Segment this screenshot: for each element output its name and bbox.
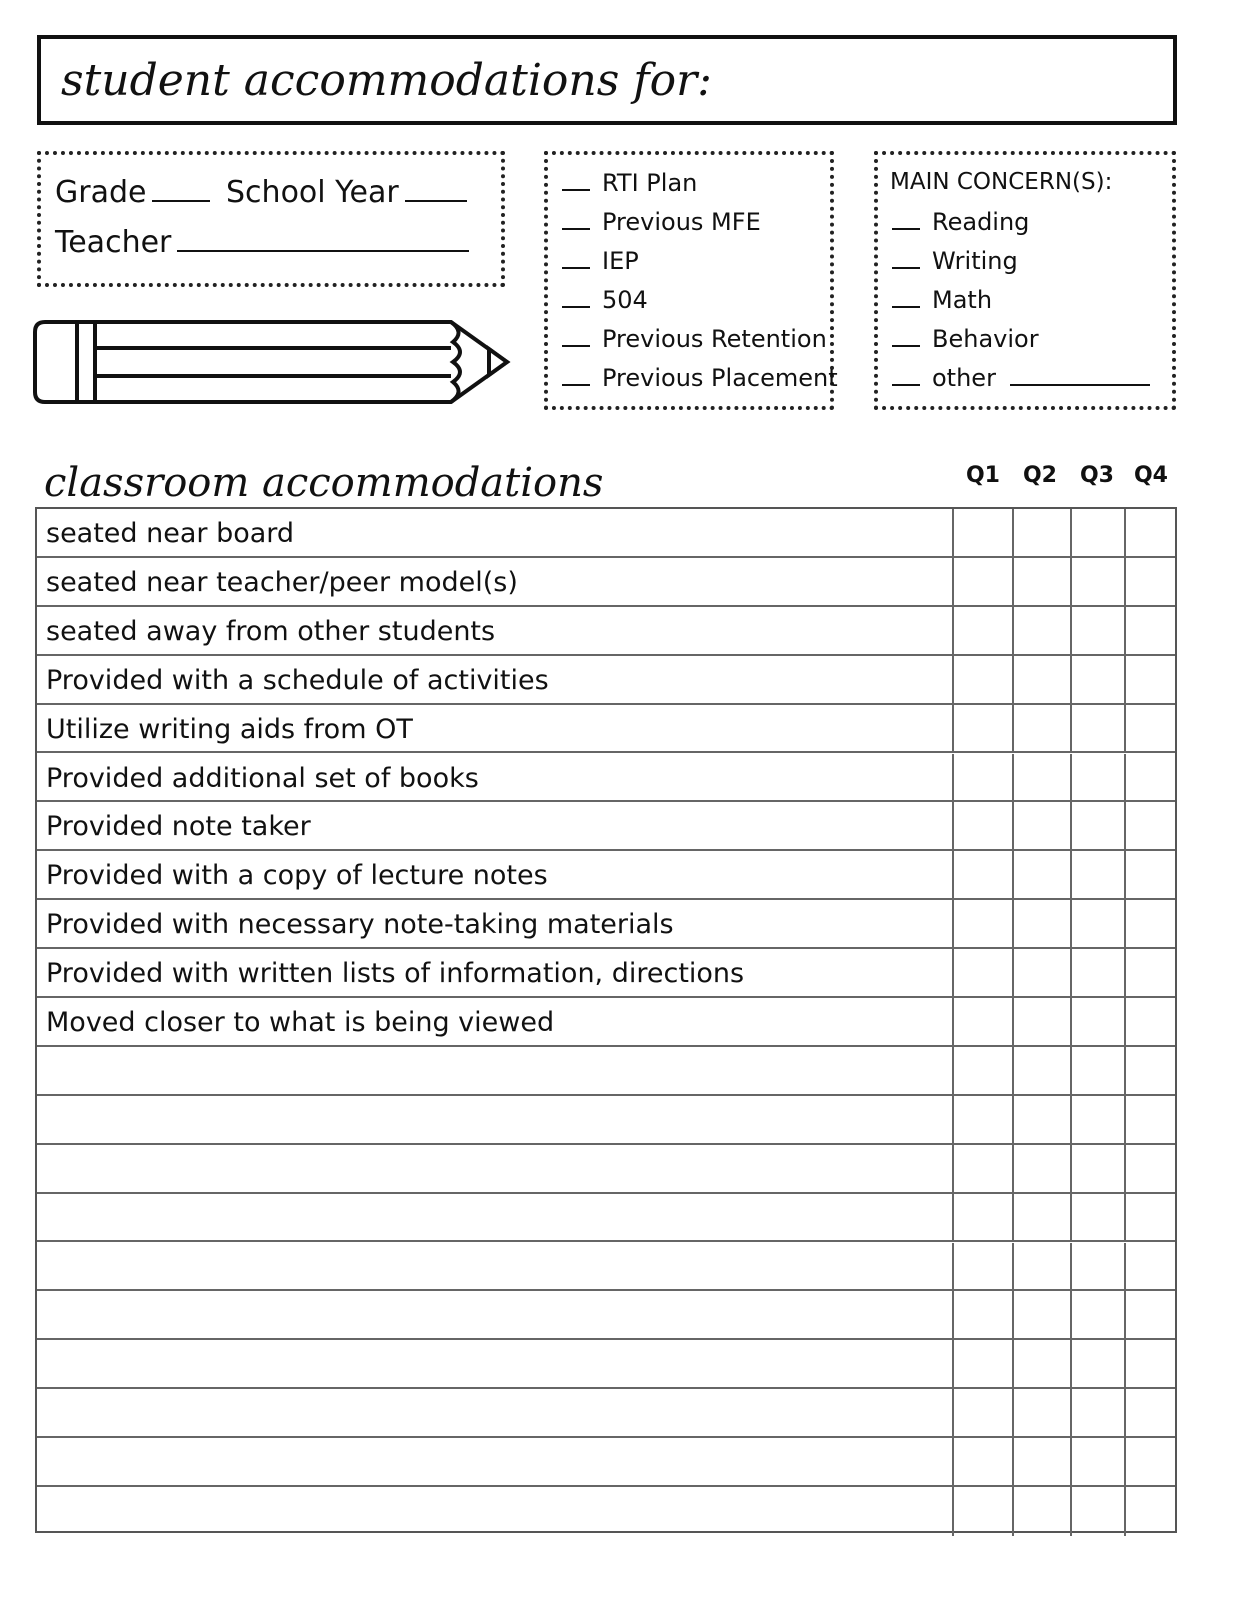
quarter-cell-q1[interactable] — [952, 1389, 1012, 1436]
accommodation-label: Provided note taker — [46, 811, 311, 843]
quarter-cell-q3[interactable] — [1070, 1389, 1124, 1436]
quarter-cell-q4[interactable] — [1124, 1340, 1175, 1387]
quarter-cell-q3[interactable] — [1070, 949, 1124, 996]
concern-label: Writing — [932, 247, 1018, 275]
quarter-cell-q4[interactable] — [1124, 949, 1175, 996]
checklist-item[interactable] — [562, 364, 838, 392]
quarter-cell-q1[interactable] — [952, 1145, 1012, 1192]
quarter-cell-q2[interactable] — [1012, 1194, 1070, 1241]
quarter-cell-q1[interactable] — [952, 1243, 1012, 1290]
quarter-cell-q4[interactable] — [1124, 705, 1175, 752]
teacher-field[interactable] — [177, 250, 469, 252]
quarter-header-q1: Q1 — [965, 463, 1000, 488]
quarter-header-q4: Q4 — [1133, 463, 1168, 488]
quarter-header-q2: Q2 — [1022, 463, 1057, 488]
quarter-cell-q3[interactable] — [1070, 509, 1124, 556]
quarter-cell-q3[interactable] — [1070, 1145, 1124, 1192]
quarter-cell-q3[interactable] — [1070, 998, 1124, 1045]
check-blank[interactable] — [892, 345, 920, 347]
quarter-cell-q3[interactable] — [1070, 1194, 1124, 1241]
quarter-cell-q1[interactable] — [952, 1340, 1012, 1387]
quarter-cell-q2[interactable] — [1012, 900, 1070, 947]
quarter-cell-q1[interactable] — [952, 754, 1012, 801]
table-row — [37, 900, 1175, 949]
concern-item[interactable] — [892, 247, 1018, 275]
check-blank[interactable] — [892, 306, 920, 308]
grade-field[interactable] — [152, 200, 210, 202]
quarter-cell-q2[interactable] — [1012, 998, 1070, 1045]
quarter-cell-q1[interactable] — [952, 607, 1012, 654]
checklist-label: Previous MFE — [602, 208, 761, 236]
table-row — [37, 949, 1175, 998]
quarter-cell-q1[interactable] — [952, 705, 1012, 752]
quarter-cell-q4[interactable] — [1124, 802, 1175, 849]
checklist-item[interactable] — [562, 247, 639, 275]
concern-item[interactable] — [892, 364, 1156, 392]
grade-label: Grade — [55, 175, 147, 210]
table-row — [37, 998, 1175, 1047]
quarter-cell-q1[interactable] — [952, 949, 1012, 996]
accommodation-label: Provided additional set of books — [46, 762, 479, 794]
quarter-cell-q4[interactable] — [1124, 998, 1175, 1045]
table-row — [37, 1340, 1175, 1389]
accommodation-label: Utilize writing aids from OT — [46, 713, 413, 745]
check-blank[interactable] — [562, 228, 590, 230]
quarter-cell-q4[interactable] — [1124, 1194, 1175, 1241]
quarter-header-q3: Q3 — [1079, 463, 1114, 488]
accommodation-label: Provided with written lists of information, directions — [46, 958, 745, 990]
table-row — [37, 802, 1175, 851]
accommodation-label: seated away from other students — [46, 615, 496, 647]
concern-label: Reading — [932, 208, 1030, 236]
quarter-cell-q2[interactable] — [1012, 607, 1070, 654]
grade-line — [55, 175, 473, 210]
accommodation-label: seated near board — [46, 518, 295, 549]
quarter-cell-q2[interactable] — [1012, 754, 1070, 801]
check-blank[interactable] — [892, 267, 920, 269]
quarter-cell-q1[interactable] — [952, 998, 1012, 1045]
concerns-heading: MAIN CONCERN(S): — [890, 169, 1113, 195]
quarter-cell-q2[interactable] — [1012, 1243, 1070, 1290]
quarter-cell-q1[interactable] — [952, 558, 1012, 605]
quarter-cell-q1[interactable] — [952, 509, 1012, 556]
table-row — [37, 754, 1175, 803]
accommodation-label: Provided with a schedule of activities — [46, 664, 549, 696]
quarter-cell-q3[interactable] — [1070, 656, 1124, 703]
table-row — [37, 1145, 1175, 1194]
table-row — [37, 1291, 1175, 1340]
quarter-cell-q3[interactable] — [1070, 558, 1124, 605]
quarter-cell-q4[interactable] — [1124, 656, 1175, 703]
checklist-item[interactable] — [562, 325, 827, 353]
table-row — [37, 1047, 1175, 1096]
accommodation-label: Provided with necessary note-taking materials — [46, 909, 674, 941]
checklist-label: Previous Retention — [602, 325, 827, 353]
plan-checklist-box — [544, 151, 838, 410]
check-blank[interactable] — [562, 267, 590, 269]
quarter-cell-q2[interactable] — [1012, 558, 1070, 605]
quarter-cell-q3[interactable] — [1070, 1096, 1124, 1143]
quarter-cell-q2[interactable] — [1012, 1145, 1070, 1192]
quarter-cell-q4[interactable] — [1124, 1487, 1175, 1536]
table-row — [37, 851, 1175, 900]
checklist-label: RTI Plan — [602, 169, 698, 197]
quarter-cell-q2[interactable] — [1012, 802, 1070, 849]
teacher-line — [55, 225, 475, 260]
checklist-label: Previous Placement — [602, 364, 838, 392]
quarter-cell-q3[interactable] — [1070, 754, 1124, 801]
quarter-cell-q2[interactable] — [1012, 949, 1070, 996]
quarter-cell-q4[interactable] — [1124, 1096, 1175, 1143]
table-row — [37, 705, 1175, 754]
table-row — [37, 1243, 1175, 1292]
table-row — [37, 1487, 1175, 1536]
pencil-icon — [33, 318, 511, 410]
concern-label: other — [932, 364, 996, 392]
quarter-cell-q3[interactable] — [1070, 1487, 1124, 1536]
table-row — [37, 1194, 1175, 1243]
quarter-cell-q2[interactable] — [1012, 509, 1070, 556]
table-row — [37, 1389, 1175, 1438]
quarter-cell-q4[interactable] — [1124, 607, 1175, 654]
quarter-cell-q3[interactable] — [1070, 900, 1124, 947]
quarter-cell-q3[interactable] — [1070, 1291, 1124, 1338]
quarter-cell-q2[interactable] — [1012, 1340, 1070, 1387]
quarter-cell-q4[interactable] — [1124, 1047, 1175, 1094]
quarter-cell-q3[interactable] — [1070, 802, 1124, 849]
concern-item[interactable] — [892, 286, 992, 314]
quarter-cell-q1[interactable] — [952, 1487, 1012, 1536]
quarter-cell-q1[interactable] — [952, 1194, 1012, 1241]
quarter-cell-q3[interactable] — [1070, 705, 1124, 752]
student-info-box — [37, 151, 505, 287]
accommodations-table — [35, 507, 1177, 1533]
quarter-cell-q3[interactable] — [1070, 1438, 1124, 1485]
quarter-cell-q4[interactable] — [1124, 1389, 1175, 1436]
quarter-cell-q4[interactable] — [1124, 1291, 1175, 1338]
quarter-cell-q3[interactable] — [1070, 1243, 1124, 1290]
checklist-label: IEP — [602, 247, 639, 275]
quarter-cell-q1[interactable] — [952, 802, 1012, 849]
section-title: classroom accommodations — [44, 460, 604, 506]
table-row — [37, 656, 1175, 705]
check-blank[interactable] — [562, 345, 590, 347]
checklist-item[interactable] — [562, 286, 648, 314]
concern-label: Behavior — [932, 325, 1039, 353]
check-blank[interactable] — [562, 189, 590, 191]
quarter-cell-q1[interactable] — [952, 900, 1012, 947]
quarter-cell-q3[interactable] — [1070, 1340, 1124, 1387]
check-blank[interactable] — [562, 384, 590, 386]
quarter-cell-q1[interactable] — [952, 656, 1012, 703]
quarter-cell-q1[interactable] — [952, 1096, 1012, 1143]
quarter-cell-q4[interactable] — [1124, 509, 1175, 556]
checklist-label: 504 — [602, 286, 648, 314]
quarter-cell-q4[interactable] — [1124, 1243, 1175, 1290]
accommodation-label: Provided with a copy of lecture notes — [46, 860, 548, 892]
concern-item[interactable] — [892, 325, 1039, 353]
table-row — [37, 1096, 1175, 1145]
quarter-cell-q1[interactable] — [952, 1047, 1012, 1094]
quarter-cell-q4[interactable] — [1124, 558, 1175, 605]
check-blank[interactable] — [892, 228, 920, 230]
quarter-cell-q4[interactable] — [1124, 900, 1175, 947]
concern-label: Math — [932, 286, 993, 314]
checklist-item[interactable] — [562, 208, 761, 236]
page-title: student accommodations for: — [61, 55, 712, 106]
checklist-item[interactable] — [562, 169, 697, 197]
quarter-cell-q4[interactable] — [1124, 1438, 1175, 1485]
quarter-cell-q2[interactable] — [1012, 1096, 1070, 1143]
quarter-cell-q1[interactable] — [952, 1438, 1012, 1485]
check-blank[interactable] — [562, 306, 590, 308]
title-box — [37, 35, 1177, 125]
check-blank[interactable] — [892, 384, 920, 386]
table-row — [37, 1438, 1175, 1487]
school-year-label: School Year — [226, 175, 399, 210]
quarter-cell-q2[interactable] — [1012, 1487, 1070, 1536]
quarter-cell-q4[interactable] — [1124, 851, 1175, 898]
table-row — [37, 558, 1175, 607]
quarter-cell-q2[interactable] — [1012, 851, 1070, 898]
quarter-cell-q2[interactable] — [1012, 656, 1070, 703]
quarter-cell-q2[interactable] — [1012, 1291, 1070, 1338]
quarter-cell-q4[interactable] — [1124, 754, 1175, 801]
quarter-cell-q4[interactable] — [1124, 1145, 1175, 1192]
teacher-label: Teacher — [55, 225, 172, 260]
quarter-cell-q1[interactable] — [952, 1291, 1012, 1338]
quarter-cell-q3[interactable] — [1070, 1047, 1124, 1094]
quarter-cell-q2[interactable] — [1012, 1438, 1070, 1485]
quarter-cell-q2[interactable] — [1012, 1047, 1070, 1094]
table-row — [37, 607, 1175, 656]
table-row — [37, 509, 1175, 558]
quarter-cell-q1[interactable] — [952, 851, 1012, 898]
main-concerns-box — [874, 151, 1176, 410]
school-year-field[interactable] — [405, 200, 467, 202]
quarter-cell-q2[interactable] — [1012, 1389, 1070, 1436]
accommodation-label: Moved closer to what is being viewed — [46, 1007, 555, 1038]
quarter-cell-q3[interactable] — [1070, 607, 1124, 654]
accommodation-label: seated near teacher/peer model(s) — [46, 566, 518, 598]
other-concern-field[interactable] — [1010, 384, 1150, 386]
quarter-cell-q3[interactable] — [1070, 851, 1124, 898]
concern-item[interactable] — [892, 208, 1029, 236]
quarter-cell-q2[interactable] — [1012, 705, 1070, 752]
